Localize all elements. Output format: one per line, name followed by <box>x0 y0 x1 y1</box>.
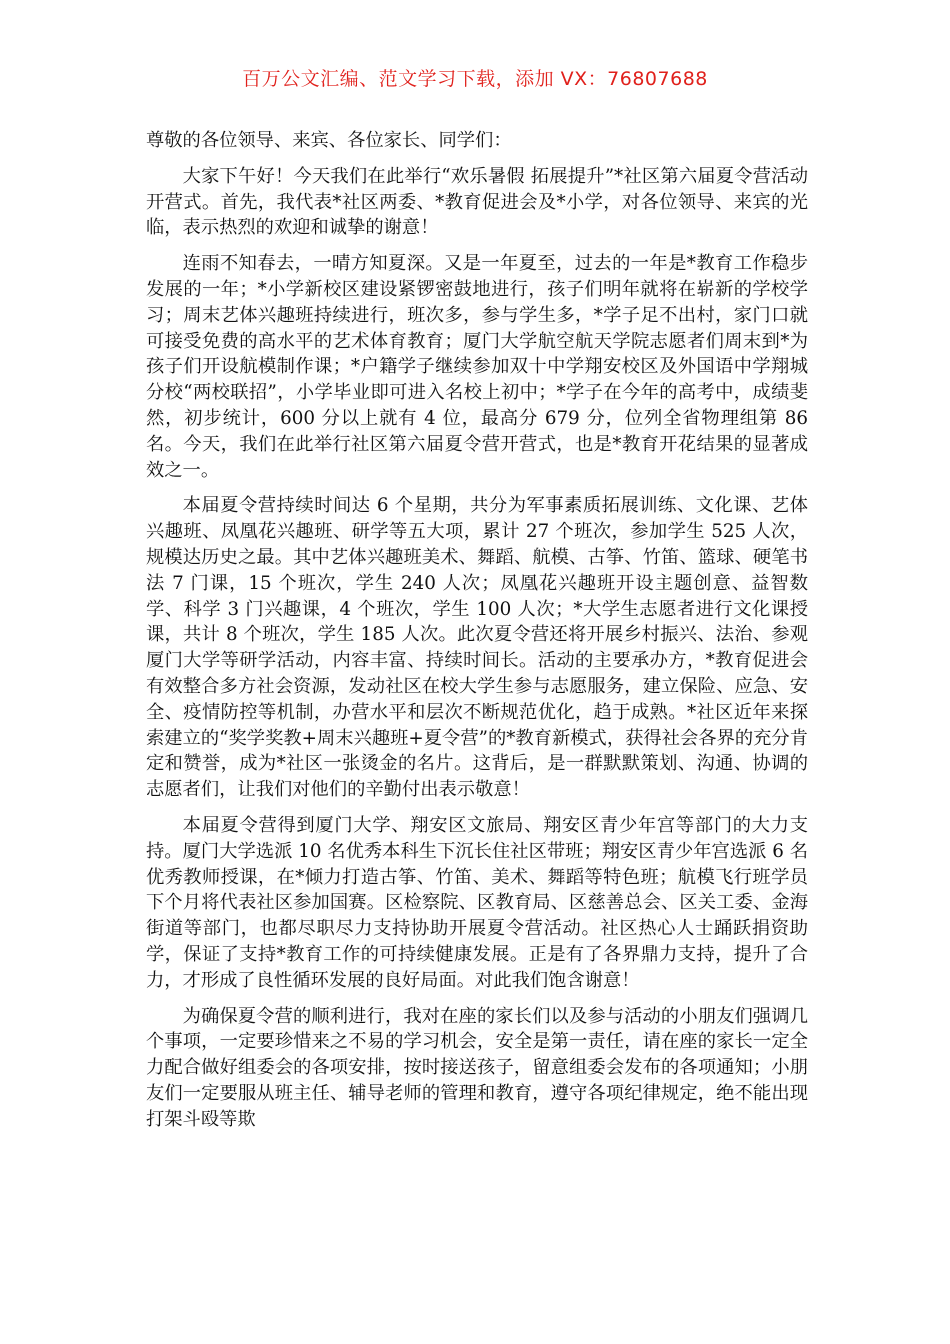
paragraph-support: 本届夏令营得到厦门大学、翔安区文旅局、翔安区青少年宫等部门的大力支持。厦门大学选派 10 名优秀本科生下沉长住社区带班；翔安区青少年宫选派 6 名优秀教师授课，在*倾力打造古筝、竹笛、美术、舞蹈等特色班；航模飞行班学员下个月将代表社区参加国赛。区检察院、区教育局、区慈善总会、区关工委、金海街道等部门，也都尽职尽力支持协助开展夏令营活动。社区热心人士踊跃捐资助学，保证了支持*教育工作的可持续健康发展。正是有了各界鼎力支持，提升了合力，才形成了良性循环发展的良好局面。对此我们饱含谢意！ <box>146 814 808 991</box>
watermark-banner: 百万公文汇编、范文学习下载，添加 VX：76807688 <box>242 68 708 90</box>
paragraph-instructions: 为确保夏令营的顺利进行，我对在座的家长们以及参与活动的小朋友们强调几个事项，一定要珍惜来之不易的学习机会，安全是第一责任，请在座的家长一定全力配合做好组委会的各项安排，按时接送孩子，留意组委会发布的各项通知；小朋友们一定要服从班主任、辅导老师的管理和教育，遵守各项纪律规定，绝不能出现打架斗殴等欺 <box>146 1005 808 1130</box>
document-body <box>146 128 808 1142</box>
paragraph-opening: 大家下午好！今天我们在此举行“欢乐暑假 拓展提升”*社区第六届夏令营活动开营式。首先，我代表*社区两委、*教育促进会及*小学，对各位领导、来宾的光临，表示热烈的欢迎和诚挚的谢意！ <box>146 165 808 239</box>
salutation: 尊敬的各位领导、来宾、各位家长、同学们： <box>146 130 512 151</box>
paragraph-camp-overview: 本届夏令营持续时间达 6 个星期，共分为军事素质拓展训练、文化课、艺体兴趣班、凤凰花兴趣班、研学等五大项，累计 27 个班次，参加学生 525 人次，规模达历史之最。其中艺体兴趣班美术、舞蹈、航模、古筝、竹笛、篮球、硬笔书法 7 门课，15 个班次，学生 240 人次；凤凰花兴趣班开设主题创意、益智数学、科学 3 门兴趣课，4 个班次，学生 100 人次；*大学生志愿者进行文化课授课，共计 8 个班次，学生 185 人次。此次夏令营还将开展乡村振兴、法治、参观厦门大学等研学活动，内容丰富、持续时间长。活动的主要承办方，*教育促进会有效整合多方社会资源，发动社区在校大学生参与志愿服务，建立保险、应急、安全、疫情防控等机制，办营水平和层次不断规范优化，趋于成熟。*社区近年来探索建立的“奖学奖教+周末兴趣班+夏令营”的*教育新模式，获得社会各界的充分肯定和赞誉，成为*社区一张烫金的名片。这背后，是一群默默策划、沟通、协调的志愿者们，让我们对他们的辛勤付出表示敬意！ <box>146 495 808 801</box>
paragraph-review: 连雨不知春去，一晴方知夏深。又是一年夏至，过去的一年是*教育工作稳步发展的一年；*小学新校区建设紧锣密鼓地进行，孩子们明年就将在崭新的学校学习；周末艺体兴趣班持续进行，班次多，参与学生多，*学子足不出村，家门口就可接受免费的高水平的艺术体育教育；厦门大学航空航天学院志愿者们周末到*为孩子们开设航模制作课；*户籍学子继续参加双十中学翔安校区及外国语中学翔城分校“两校联招”，小学毕业即可进入名校上初中；*学子在今年的高考中，成绩斐然，初步统计，600 分以上就有 4 位，最高分 679 分，位列全省物理组第 86 名。今天，我们在此举行社区第六届夏令营开营式，也是*教育开花结果的显著成效之一。 <box>146 253 808 481</box>
